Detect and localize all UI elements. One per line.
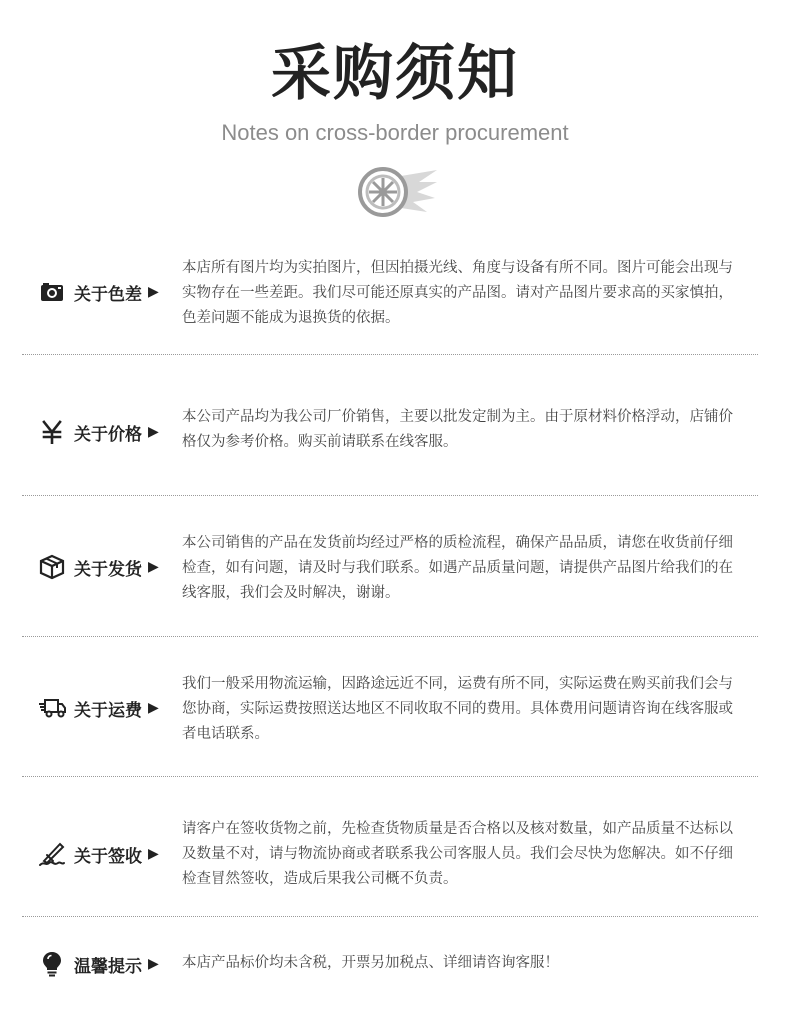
section-label: 关于签收 ▶ <box>38 840 159 868</box>
section-receipt <box>22 817 758 897</box>
section-text: 我们一般采用物流运输，因路途远近不同，运费有所不同，实际运费在购买前我们会与您协商，实际运费按照送达地区不同收取不同的费用。具体费用问题请咨询在线客服或者电话联系。 <box>182 676 733 742</box>
section-text: 本公司产品均为我公司厂价销售，主要以批发定制为主。由于原材料价格浮动，店铺价格仅为参考价格。购买前请联系在线客服。 <box>182 409 733 450</box>
section-text: 本公司销售的产品在发货前均经过严格的质检流程，确保产品品质，请您在收货前仔细检查，如有问题，请及时与我们联系。如遇产品质量问题，请提供产品图片给我们的在线客服，我们会及时解决，谢谢。 <box>182 535 733 601</box>
divider <box>22 916 758 917</box>
lightbulb-icon <box>38 950 66 978</box>
section-label: 关于发货 ▶ <box>38 553 159 581</box>
section-label: 关于价格 ▶ <box>38 418 159 446</box>
box-icon <box>38 553 66 581</box>
section-label: 温馨提示 ▶ <box>38 950 159 978</box>
section-text: 本店所有图片均为实拍图片，但因拍摄光线、角度与设备有所不同。图片可能会出现与实物存在一些差距。我们尽可能还原真实的产品图。请对产品图片要求高的买家慎拍，色差问题不能成为退换货的依据。 <box>182 260 733 326</box>
divider <box>22 636 758 637</box>
section-color-difference <box>22 256 758 336</box>
wheel-logo-icon <box>357 166 439 218</box>
section-text: 请客户在签收货物之前，先检查货物质量是否合格以及核对数量，如产品质量不达标以及数量不对，请与物流协商或者联系我公司客服人员。我们会尽快为您解决。如不仔细检查冒然签收，造成后果我公司概不负责。 <box>182 821 733 887</box>
section-price <box>22 405 758 465</box>
section-label: 关于运费 ▶ <box>38 694 159 722</box>
page-subtitle: Notes on cross-border procurement <box>221 120 569 145</box>
section-text: 本店产品标价均未含税，开票另加税点、详细请咨询客服！ <box>182 955 559 971</box>
page-title: 采购须知 <box>271 39 519 109</box>
divider <box>22 776 758 777</box>
section-freight <box>22 672 758 752</box>
section-tips <box>22 950 758 980</box>
divider <box>22 495 758 496</box>
yuan-icon <box>38 418 66 446</box>
signature-icon <box>38 840 66 868</box>
section-shipping <box>22 531 758 611</box>
truck-icon <box>38 694 66 722</box>
divider <box>22 354 758 355</box>
camera-icon <box>38 278 66 306</box>
section-label: 关于色差 ▶ <box>38 278 159 306</box>
